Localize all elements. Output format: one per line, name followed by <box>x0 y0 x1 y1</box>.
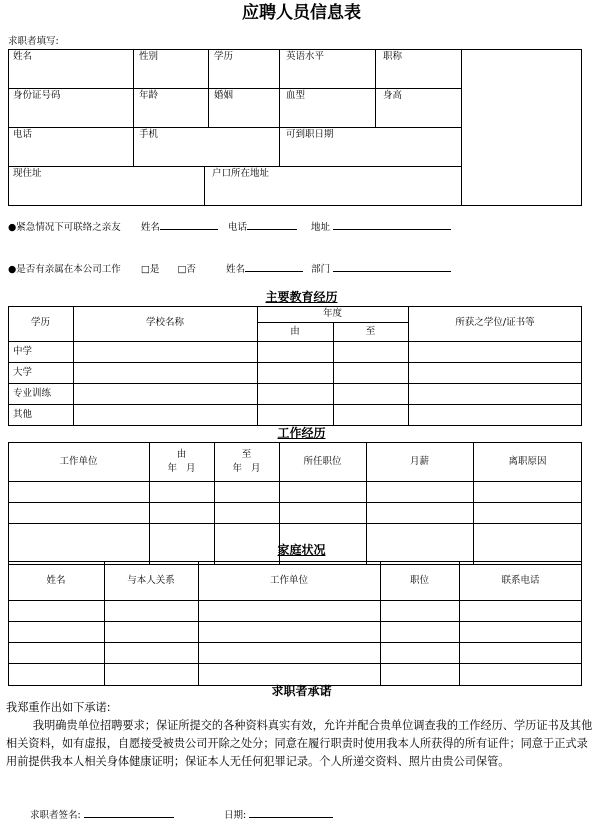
field-education[interactable]: 学历 <box>214 51 234 62</box>
relatives-name-label: 姓名 <box>226 264 246 275</box>
field-id-number[interactable]: 身份证号码 <box>13 90 61 101</box>
work-header-reason: 离职原因 <box>508 456 547 467</box>
work-section-title: 工作经历 <box>277 426 326 440</box>
work-header-position: 所任职位 <box>303 456 342 467</box>
edu-header-year: 年度 <box>322 308 342 319</box>
field-gender[interactable]: 性别 <box>139 51 159 62</box>
signature-line <box>30 808 174 822</box>
field-blood-type[interactable]: 血型 <box>286 90 306 101</box>
family-header-phone: 联系电话 <box>501 575 540 586</box>
field-phone[interactable]: 电话 <box>13 129 33 140</box>
bullet-icon: ● <box>8 222 17 233</box>
checkbox-yes[interactable] <box>141 264 160 275</box>
checkbox-icon: □ <box>177 264 187 275</box>
emergency-name-label: 姓名 <box>140 222 160 233</box>
family-header-relation: 与本人关系 <box>127 575 175 586</box>
edu-header-degree: 学历 <box>30 317 50 328</box>
date-line <box>224 808 333 822</box>
signature-input[interactable] <box>84 808 174 818</box>
signature-label: 求职者签名: <box>30 810 81 821</box>
field-mobile[interactable]: 手机 <box>139 129 159 140</box>
field-height[interactable]: 身高 <box>383 90 403 101</box>
edu-row-label: 中学 <box>13 346 33 357</box>
fill-note: 求职者填写: <box>8 36 59 47</box>
family-header-company: 工作单位 <box>269 575 308 586</box>
edu-row-label: 专业训练 <box>13 388 52 399</box>
promise-body: 我明确贵单位招聘要求；保证所提交的各种资料真实有效，允许并配合贵单位调查我的工作经历、学历证书及其他相关资料，如有虚报，自愿接受被贵公司开除之处分；同意在履行职责时使用我本人所获得的所有证件；同意于正式录用前提供我本人相关身体健康证明；保证本人无任何犯罪记录。个人所递交资料、照片由贵公司保管。 <box>6 719 593 768</box>
relatives-line <box>8 262 451 276</box>
emergency-label: 紧急情况下可联络之亲友 <box>16 222 121 233</box>
education-section-title: 主要教育经历 <box>265 290 338 304</box>
field-name[interactable]: 姓名 <box>13 51 33 62</box>
edu-row-label: 大学 <box>13 367 33 378</box>
bullet-icon: ● <box>8 264 17 275</box>
field-current-address[interactable]: 现住址 <box>13 168 42 179</box>
date-label: 日期: <box>224 810 247 821</box>
emergency-name-input[interactable] <box>160 220 218 230</box>
edu-header-from: 由 <box>290 326 300 337</box>
family-header-name: 姓名 <box>46 575 66 586</box>
field-household-address[interactable]: 户口所在地址 <box>212 168 270 179</box>
work-header-salary: 月薪 <box>409 456 429 467</box>
promise-text <box>6 699 596 771</box>
emergency-address-input[interactable] <box>333 220 451 230</box>
promise-section-title: 求职者承诺 <box>271 684 332 698</box>
edu-header-to: 至 <box>365 326 376 337</box>
relatives-department-label: 部门 <box>311 264 331 275</box>
work-header-company: 工作单位 <box>59 456 98 467</box>
emergency-address-label: 地址 <box>311 222 331 233</box>
field-available-date[interactable]: 可到职日期 <box>286 129 334 140</box>
emergency-phone-input[interactable] <box>247 220 297 230</box>
checkbox-no[interactable] <box>177 264 196 275</box>
edu-header-certificate: 所获之学位/证书等 <box>455 317 535 328</box>
field-marital-status[interactable]: 婚姻 <box>214 90 234 101</box>
work-header-from-ym: 年 月 <box>167 463 196 474</box>
edu-row-label: 其他 <box>13 409 33 420</box>
relatives-department-input[interactable] <box>333 262 451 272</box>
checkbox-yes-label: 是 <box>149 264 160 275</box>
date-input[interactable] <box>249 808 333 818</box>
field-english-level[interactable]: 英语水平 <box>286 51 325 62</box>
work-header-to-ym: 年 月 <box>232 463 261 474</box>
field-title[interactable]: 职称 <box>383 51 403 62</box>
relatives-label: 是否有亲属在本公司工作 <box>16 264 121 275</box>
promise-intro: 我郑重作出如下承诺: <box>6 701 111 714</box>
family-section-title: 家庭状况 <box>277 543 326 557</box>
field-age[interactable]: 年龄 <box>139 90 159 101</box>
edu-header-school: 学校名称 <box>145 317 184 328</box>
work-header-from: 由 <box>176 449 187 460</box>
checkbox-no-label: 否 <box>186 264 196 275</box>
photo-area-divider <box>461 49 462 206</box>
checkbox-icon: □ <box>140 264 150 275</box>
relatives-name-input[interactable] <box>245 262 303 272</box>
emergency-phone-label: 电话 <box>227 222 247 233</box>
emergency-contact-line <box>8 220 451 234</box>
work-header-to: 至 <box>241 449 252 460</box>
family-header-position: 职位 <box>409 575 429 586</box>
page-title: 应聘人员信息表 <box>242 3 361 23</box>
